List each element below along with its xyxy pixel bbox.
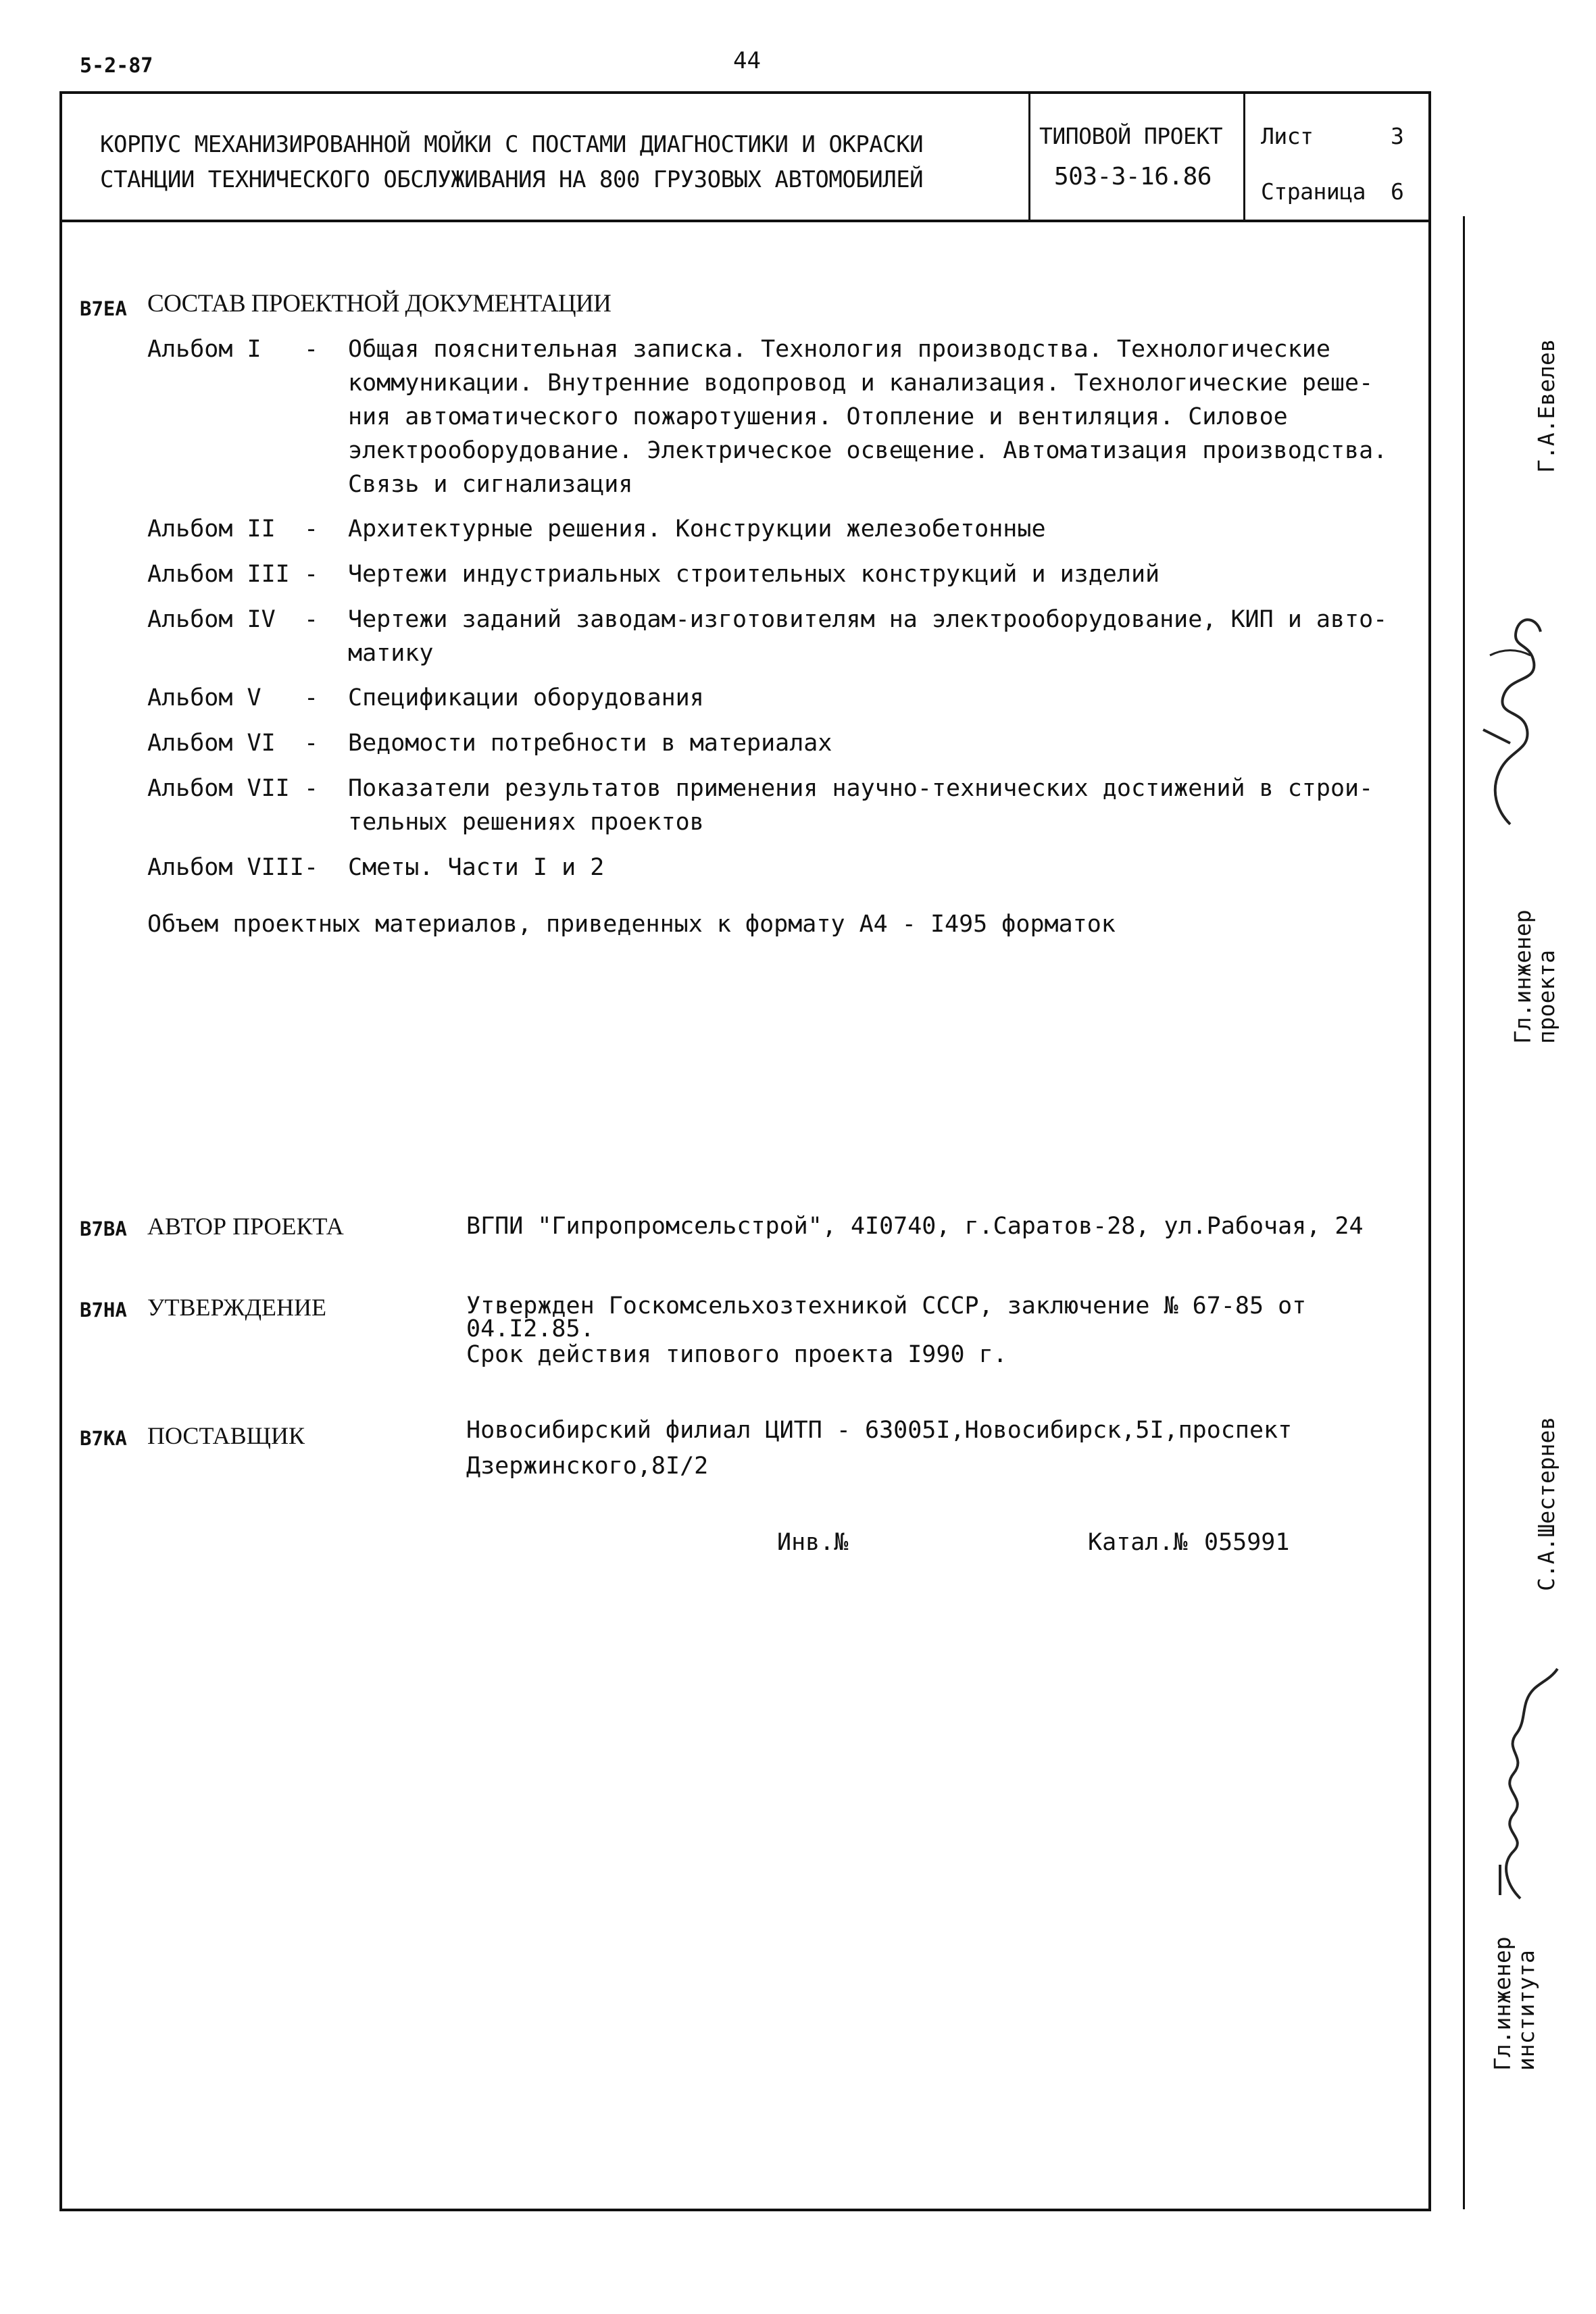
album-label: Альбом III	[147, 561, 290, 588]
project-number: 503-3-16.86	[1054, 163, 1212, 191]
chief-engineer-role: Гл.инженер	[1510, 909, 1536, 1044]
page-value: 6	[1391, 178, 1404, 205]
chief-engineer-role: проекта	[1533, 949, 1560, 1044]
supplier-code: В7КА	[80, 1427, 127, 1450]
album-description: Сметы. Части I и 2	[348, 854, 605, 881]
album-description: ния автоматического пожаротушения. Отопление и вентиляция. Силовое	[348, 403, 1288, 430]
album-label: Альбом VI	[147, 730, 276, 757]
catalog-value: 055991	[1204, 1529, 1290, 1556]
album-description: Спецификации оборудования	[348, 684, 704, 711]
album-dash: -	[304, 854, 319, 881]
page-label: Страница	[1261, 178, 1366, 205]
album-description: Связь и сигнализация	[348, 471, 633, 498]
title-line-2: СТАНЦИИ ТЕХНИЧЕСКОГО ОБСЛУЖИВАНИЯ НА 800 ГРУЗОВЫХ АВТОМОБИЛЕЙ	[100, 166, 924, 193]
album-dash: -	[304, 336, 319, 363]
approval-line-1: Утвержден Госкомсельхозтехникой СССР, заключение № 67-85 от	[466, 1292, 1307, 1319]
album-description: Чертежи заданий заводам-изготовителям на электрооборудование, КИП и авто-	[348, 606, 1388, 633]
inventory-label: Инв.№	[777, 1529, 849, 1556]
author-value: ВГПИ "Гипропромсельстрой", 4I0740, г.Саратов-28, ул.Рабочая, 24	[466, 1213, 1364, 1240]
author-code: В7ВА	[80, 1217, 127, 1240]
album-description: коммуникации. Внутренние водопровод и канализация. Технологические реше-	[348, 370, 1374, 397]
chief-engineer-name: Г.А.Евелев	[1533, 338, 1560, 473]
sheet-label: Лист	[1261, 123, 1314, 149]
title-line-1: КОРПУС МЕХАНИЗИРОВАННОЙ МОЙКИ С ПОСТАМИ ДИАГНОСТИКИ И ОКРАСКИ	[100, 131, 924, 158]
album-dash: -	[304, 684, 319, 711]
album-description: Общая пояснительная записка. Технология производства. Технологические	[348, 336, 1330, 363]
supplier-label: ПОСТАВЩИК	[147, 1422, 305, 1449]
album-label: Альбом IV	[147, 606, 276, 633]
top-left-code: 5-2-87	[80, 54, 153, 78]
project-label: ТИПОВОЙ ПРОЕКТ	[1039, 123, 1223, 149]
album-dash: -	[304, 515, 319, 543]
volume-note: Объем проектных материалов, приведенных к формату А4 - I495 форматок	[147, 911, 1116, 938]
sheet-value: 3	[1391, 123, 1404, 149]
supplier-line-2: Дзержинского,8I/2	[466, 1453, 709, 1480]
album-label: Альбом I	[147, 336, 261, 363]
album-description: Ведомости потребности в материалах	[348, 730, 832, 757]
album-description: электрооборудование. Электрическое освещение. Автоматизация производства.	[348, 437, 1388, 464]
album-dash: -	[304, 606, 319, 633]
approval-line-2: 04.I2.85.	[466, 1315, 595, 1342]
album-dash: -	[304, 561, 319, 588]
sidebar-frame-line	[1463, 216, 1465, 2209]
signature-image	[1473, 1662, 1568, 1905]
album-description: Архитектурные решения. Конструкции железобетонные	[348, 515, 1046, 543]
album-description: Показатели результатов применения научно-технических достижений в строи-	[348, 775, 1374, 802]
author-label: АВТОР ПРОЕКТА	[147, 1213, 344, 1240]
album-label: Альбом VIII	[147, 854, 304, 881]
album-dash: -	[304, 730, 319, 757]
page-number: 44	[733, 47, 761, 74]
album-description: Чертежи индустриальных строительных конструкций и изделий	[348, 561, 1160, 588]
section-title: СОСТАВ ПРОЕКТНОЙ ДОКУМЕНТАЦИИ	[147, 290, 612, 318]
album-description: матику	[348, 640, 434, 667]
album-description: тельных решениях проектов	[348, 809, 704, 836]
header-divider	[59, 220, 1431, 222]
institute-engineer-name: С.А.Шестернев	[1533, 1416, 1560, 1591]
institute-engineer-role: института	[1513, 1950, 1539, 2071]
album-dash: -	[304, 775, 319, 802]
catalog-label: Катал.№	[1088, 1529, 1188, 1556]
album-label: Альбом VII	[147, 775, 290, 802]
approval-label: УТВЕРЖДЕНИЕ	[147, 1294, 327, 1321]
header-divider-vertical	[1243, 91, 1245, 220]
signature-image	[1470, 608, 1571, 838]
approval-code: В7НА	[80, 1299, 127, 1322]
section-code: В7ЕА	[80, 297, 127, 320]
institute-engineer-role: Гл.инженер	[1489, 1936, 1516, 2071]
header-divider-vertical	[1028, 91, 1030, 220]
album-label: Альбом V	[147, 684, 261, 711]
album-label: Альбом II	[147, 515, 276, 543]
approval-line-3: Срок действия типового проекта I990 г.	[466, 1341, 1007, 1368]
supplier-line-1: Новосибирский филиал ЦИТП - 63005I,Новосибирск,5I,проспект	[466, 1417, 1293, 1444]
